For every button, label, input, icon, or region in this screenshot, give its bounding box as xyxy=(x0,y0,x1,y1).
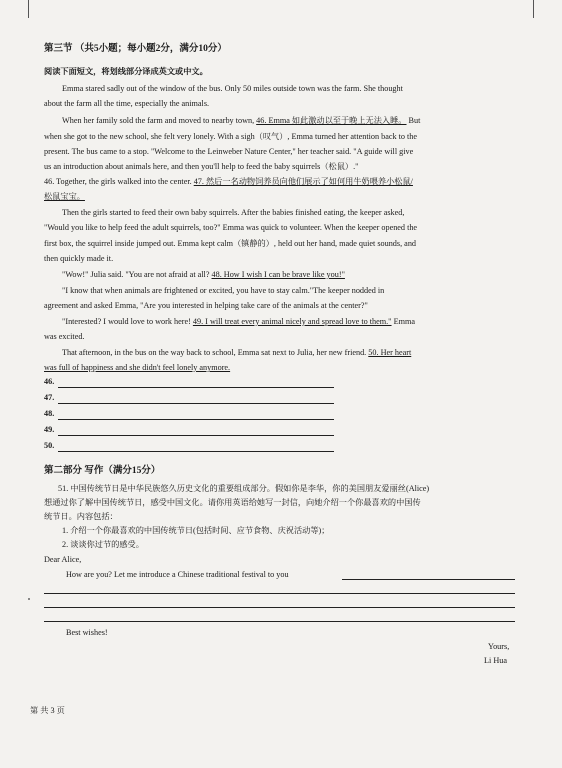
passage-text: But xyxy=(408,116,421,125)
passage-line: about the farm all the time, especially the animals. xyxy=(44,99,210,108)
passage-line: first box, the squirrel inside jumped out. Emma kept calm（镇静的）, held out her hand, made quiet sounds, and xyxy=(44,239,417,248)
answer-label: 50. xyxy=(44,441,55,450)
answer-label: 46. xyxy=(44,377,55,386)
answer-label: 47. xyxy=(44,393,55,402)
prompt-line: 1. 介绍一个你最喜欢的中国传统节日(包括时间、应节食物、庆祝活动等)； xyxy=(62,526,330,535)
passage-line xyxy=(44,176,413,187)
answer-line-50[interactable] xyxy=(58,451,334,452)
answer-line-48[interactable] xyxy=(58,419,334,420)
crop-mark-left xyxy=(28,0,29,18)
page-footer: 第 共 3 页 xyxy=(30,706,65,715)
passage-text: That afternoon, in the bus on the way back to school, Emma sat next to Julia, her new friend. xyxy=(62,348,367,357)
translation-item-46: 46. Emma 如此激动以至于晚上无法入睡。 xyxy=(256,116,407,125)
part2-title: 第二部分 写作（满分15分） xyxy=(44,466,161,476)
prompt-line: 2. 谈谈你过节的感受。 xyxy=(62,540,144,549)
passage-line: when she got to the new school, she felt very lonely. With a sigh（叹气）, Emma turned her attention back to the xyxy=(44,132,418,141)
passage-text: "Wow!" Julia said. "You are not afraid at all? xyxy=(62,270,210,279)
passage-line: was excited. xyxy=(44,332,85,341)
writing-line[interactable] xyxy=(44,621,515,622)
translation-item-50-cont: was full of happiness and she didn't feel lonely anymore. xyxy=(44,363,231,372)
answer-line-49[interactable] xyxy=(58,435,334,436)
answer-line-46[interactable] xyxy=(58,387,334,388)
writing-line[interactable] xyxy=(44,593,515,594)
passage-line: "Would you like to help feed the adult squirrels, too?" Emma was quick to volunteer. When the keeper opened the xyxy=(44,223,418,232)
passage-line xyxy=(62,115,420,126)
passage-text: When her family sold the farm and moved to nearby town, xyxy=(62,116,255,125)
passage-line: us an introduction about animals here, and then you'll help to feed the baby squirrels（松鼠）." xyxy=(44,162,359,171)
passage-line: agreement and asked Emma, "Are you interested in helping take care of the animals at the center?" xyxy=(44,301,368,310)
writing-line[interactable] xyxy=(44,607,515,608)
translation-item-47: 47. 然后一名动物饲养员向他们展示了如何用牛奶喂养小松鼠/ xyxy=(193,177,413,186)
translation-item-48: 48. How I wish I can be brave like you!" xyxy=(211,270,345,279)
passage-text: 46. Together, the girls walked into the center. xyxy=(44,177,192,186)
translation-item-50: 50. Her heart xyxy=(368,348,412,357)
prompt-line: 统节日。内容包括： xyxy=(44,512,118,521)
letter-closing: Best wishes! xyxy=(66,628,108,637)
letter-opening: How are you? Let me introduce a Chinese traditional festival to you xyxy=(66,570,289,579)
letter-greeting: Dear Alice, xyxy=(44,555,82,564)
section3-instruction: 阅读下面短文，将划线部分译成英文或中文。 xyxy=(44,67,208,76)
translation-item-47-cont: 松鼠宝宝。 xyxy=(44,192,85,201)
passage-line: Then the girls started to feed their own baby squirrels. After the babies finished eating, the keeper asked, xyxy=(62,208,405,217)
passage-text: "Interested? I would love to work here! xyxy=(62,317,191,326)
passage-line: Emma stared sadly out of the window of the bus. Only 50 miles outside town was the farm. She thought xyxy=(62,84,403,93)
letter-signature: Li Hua xyxy=(484,656,507,665)
crop-mark-right xyxy=(533,0,534,18)
passage-line xyxy=(62,269,345,280)
passage-line: "I know that when animals are frightened or excited, you have to stay calm."The keeper nodded in xyxy=(62,286,385,295)
answer-line-47[interactable] xyxy=(58,403,334,404)
passage-line xyxy=(62,347,411,358)
passage-line: then quickly made it. xyxy=(44,254,114,263)
passage-line xyxy=(62,316,415,327)
margin-dot xyxy=(28,598,30,600)
letter-sign-yours: Yours, xyxy=(488,642,510,651)
prompt-line: 51. 中国传统节日是中华民族悠久历史文化的重要组成部分。假如你是李华，你的美国朋友爱丽丝(Alice) xyxy=(58,484,430,493)
writing-line[interactable] xyxy=(342,579,515,580)
prompt-line: 想通过你了解中国传统节日，感受中国文化。请你用英语给她写一封信，向她介绍一个你最喜欢的中国传 xyxy=(44,498,421,507)
answer-label: 49. xyxy=(44,425,55,434)
section3-title: 第三节 （共5小题；每小题2分，满分10分） xyxy=(44,44,227,54)
passage-text: Emma xyxy=(393,317,415,326)
passage-line: present. The bus came to a stop. "Welcome to the Leinweber Nature Center," her teacher said. "A guide will give xyxy=(44,147,414,156)
answer-label: 48. xyxy=(44,409,55,418)
translation-item-49: 49. I will treat every animal nicely and spread love to them." xyxy=(192,317,392,326)
